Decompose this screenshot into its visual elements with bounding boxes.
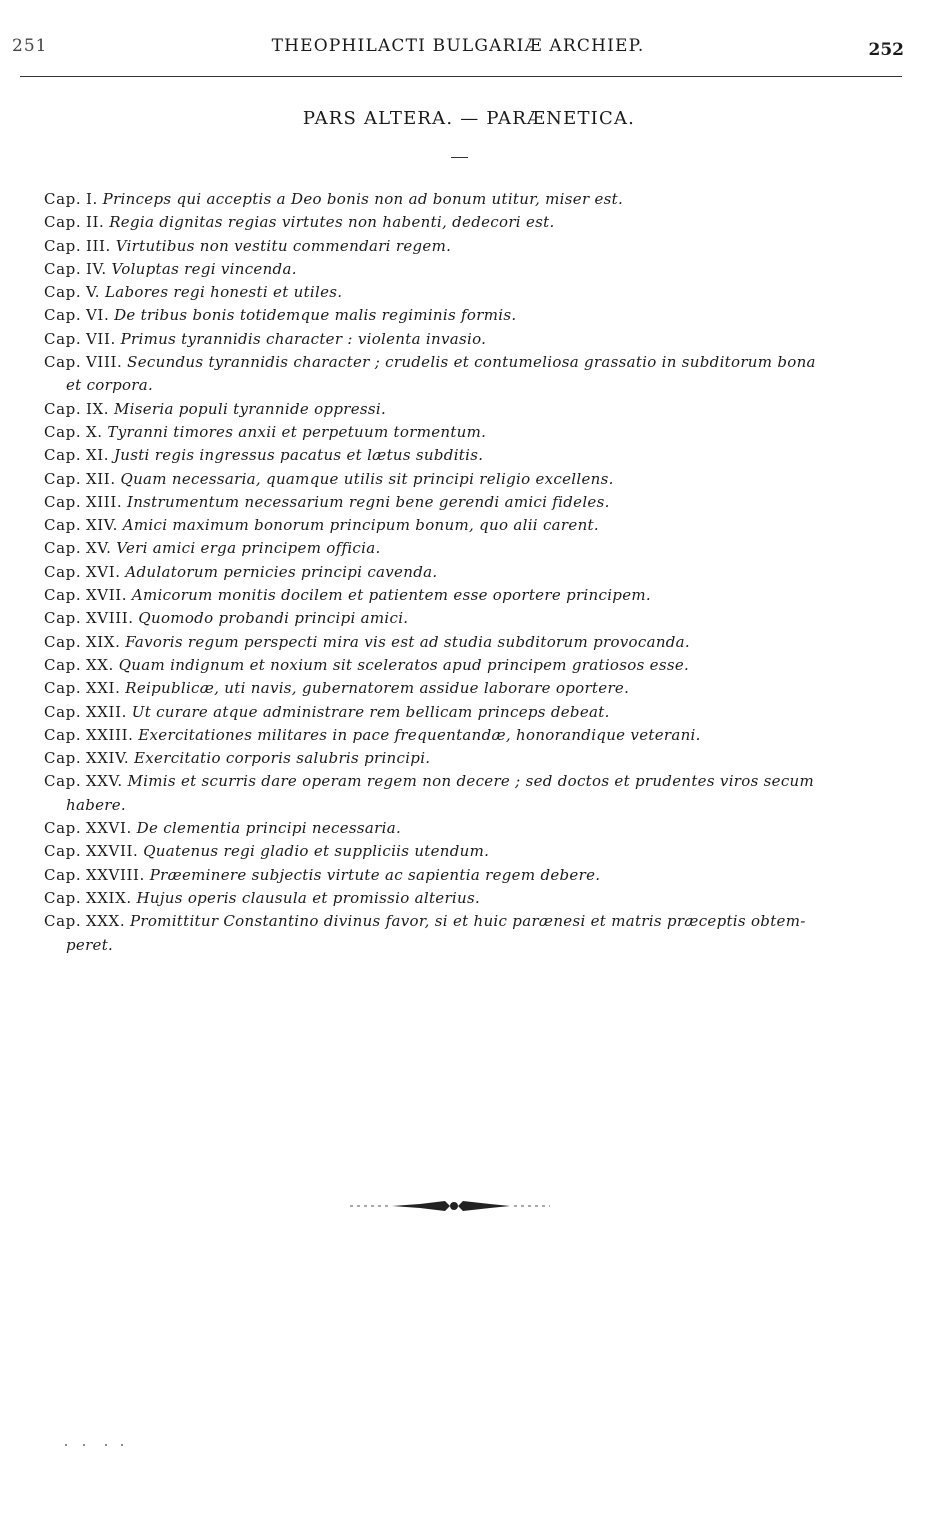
chapter-title: Amicorum monitis docilem et patientem esse oportere principem. (131, 586, 651, 605)
chapter-cap-label: Cap. (44, 329, 82, 348)
chapter-cap-label: Cap. (44, 283, 82, 302)
chapter-title: Virtutibus non vestitu commendari regem. (115, 236, 452, 255)
chapter-title: Favoris regum perspecti mira vis est ad studia subditorum provocanda. (125, 632, 690, 651)
chapter-entry (44, 491, 902, 514)
chapter-entry (44, 468, 902, 491)
chapter-title: Quatenus regi gladio et suppliciis utendum. (143, 842, 490, 861)
chapter-cap-label: Cap. (44, 422, 82, 441)
chapter-entry (44, 304, 902, 327)
chapter-cap-label: Cap. (44, 609, 82, 628)
chapter-entry (44, 701, 902, 724)
chapter-title: Tyranni timores anxii et perpetuum tormentum. (107, 422, 487, 441)
chapter-list (44, 188, 902, 957)
chapter-number: IV. (85, 259, 107, 278)
chapter-number: I. (85, 190, 98, 208)
chapter-number: X. (85, 422, 103, 441)
chapter-title: Quam indignum et noxium sit sceleratos apud principem gratiosos esse. (118, 655, 690, 674)
chapter-title: Justi regis ingressus pacatus et lætus subditis. (113, 446, 484, 465)
chapter-entry (44, 398, 902, 421)
chapter-number: XXX. (85, 912, 126, 931)
running-head (12, 34, 904, 60)
chapter-entry (44, 258, 902, 281)
chapter-title: Veri amici erga principem officia. (116, 539, 381, 558)
chapter-cap-label: Cap. (44, 865, 82, 884)
chapter-title: Primus tyrannidis character : violenta invasio. (120, 329, 487, 348)
chapter-entry (44, 887, 902, 910)
chapter-number: XXVII. (85, 842, 139, 861)
chapter-number: XXVIII. (85, 865, 145, 884)
chapter-entry (44, 864, 902, 887)
chapter-entry (44, 607, 902, 630)
chapter-number: XXIII. (85, 725, 134, 744)
chapter-entry (44, 188, 902, 211)
chapter-cap-label: Cap. (44, 586, 82, 605)
chapter-number: XVIII. (85, 609, 134, 628)
chapter-number: VII. (85, 329, 116, 348)
chapter-cap-label: Cap. (44, 492, 82, 511)
chapter-title-continuation: peret. (66, 935, 114, 954)
chapter-number: XI. (85, 446, 110, 465)
chapter-title: Regia dignitas regias virtutes non habenti, dedecori est. (109, 213, 555, 232)
chapter-cap-label: Cap. (44, 539, 82, 558)
chapter-number: XIII. (85, 492, 123, 511)
chapter-number: XX. (85, 655, 114, 674)
chapter-cap-label: Cap. (44, 842, 82, 861)
chapter-entry (44, 211, 902, 234)
chapter-number: XXII. (85, 702, 127, 721)
chapter-title: Promittitur Constantino divinus favor, si et huic parænesi et matris præceptis obtem- (129, 912, 806, 931)
chapter-title: Reipublicæ, uti navis, gubernatorem assidue laborare oportere. (125, 679, 630, 698)
chapter-cap-label: Cap. (44, 888, 82, 907)
chapter-cap-label: Cap. (44, 213, 82, 232)
chapter-cap-label: Cap. (44, 772, 82, 791)
chapter-entry (44, 351, 902, 398)
chapter-title: Miseria populi tyrannide oppressi. (113, 399, 387, 418)
chapter-title-continuation: et corpora. (66, 376, 154, 395)
chapter-entry (44, 840, 902, 863)
chapter-cap-label: Cap. (44, 236, 82, 255)
chapter-title-continuation: habere. (66, 795, 126, 814)
chapter-cap-label: Cap. (44, 446, 82, 465)
chapter-title: Præeminere subjectis virtute ac sapientia regem debere. (149, 865, 601, 884)
chapter-cap-label: Cap. (44, 469, 82, 488)
chapter-cap-label: Cap. (44, 399, 82, 418)
chapter-entry (44, 561, 902, 584)
chapter-cap-label: Cap. (44, 632, 82, 651)
chapter-number: XXVI. (85, 819, 132, 838)
chapter-entry (44, 747, 902, 770)
chapter-number: XXIV. (85, 749, 130, 768)
chapter-entry (44, 514, 902, 537)
chapter-number: II. (85, 213, 105, 232)
chapter-cap-label: Cap. (44, 562, 82, 581)
chapter-cap-label: Cap. (44, 725, 82, 744)
chapter-entry (44, 910, 902, 957)
chapter-number: V. (85, 283, 101, 302)
chapter-number: XVII. (85, 586, 128, 605)
chapter-cap-label: Cap. (44, 353, 82, 372)
chapter-number: XXV. (85, 772, 123, 791)
chapter-title: Exercitationes militares in pace frequentandæ, honorandique veterani. (138, 725, 701, 744)
chapter-entry (44, 724, 902, 747)
chapter-title: Labores regi honesti et utiles. (104, 283, 343, 302)
chapter-title: Adulatorum pernicies principi cavenda. (125, 562, 438, 581)
chapter-entry (44, 677, 902, 700)
chapter-title: Mimis et scurris dare operam regem non decere ; sed doctos et prudentes viros secum (127, 772, 815, 791)
chapter-entry (44, 421, 902, 444)
chapter-number: XIV. (85, 516, 118, 535)
title-dash-divider (451, 157, 468, 158)
chapter-cap-label: Cap. (44, 259, 82, 278)
chapter-title: Voluptas regi vincenda. (111, 259, 297, 278)
chapter-title: Exercitatio corporis salubris principi. (134, 749, 431, 768)
chapter-title: Instrumentum necessarium regni bene gerendi amici fideles. (127, 492, 610, 511)
chapter-title: Hujus operis clausula et promissio alterius. (136, 888, 481, 907)
chapter-title: Amici maximum bonorum principum bonum, quo alii carent. (122, 516, 599, 535)
chapter-number: XVI. (85, 562, 121, 581)
chapter-title: De tribus bonis totidemque malis regiminis formis. (114, 306, 517, 325)
chapter-number: III. (85, 236, 111, 255)
chapter-number: VI. (85, 306, 110, 325)
chapter-number: XIX. (85, 632, 121, 651)
chapter-title: Secundus tyrannidis character ; crudelis et contumeliosa grassatio in subditorum bona (127, 353, 816, 372)
ornamental-divider-icon (350, 1196, 550, 1216)
chapter-entry (44, 654, 902, 677)
chapter-number: VIII. (85, 353, 123, 372)
chapter-cap-label: Cap. (44, 702, 82, 721)
chapter-cap-label: Cap. (44, 912, 82, 931)
chapter-title: Princeps qui acceptis a Deo bonis non ad bonum utitur, miser est. (102, 190, 624, 208)
chapter-entry (44, 770, 902, 817)
chapter-number: IX. (85, 399, 110, 418)
chapter-entry (44, 817, 902, 840)
chapter-cap-label: Cap. (44, 819, 82, 838)
running-title: THEOPHILACTI BULGARIÆ ARCHIEP. (271, 36, 645, 56)
chapter-number: XV. (85, 539, 112, 558)
chapter-title: De clementia principi necessaria. (136, 819, 402, 838)
header-rule (20, 76, 902, 77)
chapter-cap-label: Cap. (44, 679, 82, 698)
chapter-entry (44, 537, 902, 560)
chapter-entry (44, 328, 902, 351)
specks-decoration (64, 1442, 134, 1448)
chapter-number: XII. (85, 469, 116, 488)
chapter-cap-label: Cap. (44, 749, 82, 768)
chapter-title: Quomodo probandi principi amici. (138, 609, 409, 628)
right-page-number: 252 (868, 40, 904, 60)
chapter-entry (44, 584, 902, 607)
chapter-entry (44, 631, 902, 654)
chapter-entry (44, 444, 902, 467)
chapter-entry (44, 281, 902, 304)
chapter-cap-label: Cap. (44, 516, 82, 535)
chapter-cap-label: Cap. (44, 655, 82, 674)
chapter-number: XXIX. (85, 888, 132, 907)
chapter-cap-label: Cap. (44, 190, 82, 208)
part-title: PARS ALTERA. — PARÆNETICA. (302, 108, 636, 129)
chapter-title: Ut curare atque administrare rem bellicam princeps debeat. (131, 702, 610, 721)
chapter-cap-label: Cap. (44, 306, 82, 325)
chapter-entry (44, 235, 902, 258)
chapter-number: XXI. (85, 679, 121, 698)
chapter-title: Quam necessaria, quamque utilis sit principi religio excellens. (120, 469, 614, 488)
left-page-number: 251 (12, 36, 48, 56)
